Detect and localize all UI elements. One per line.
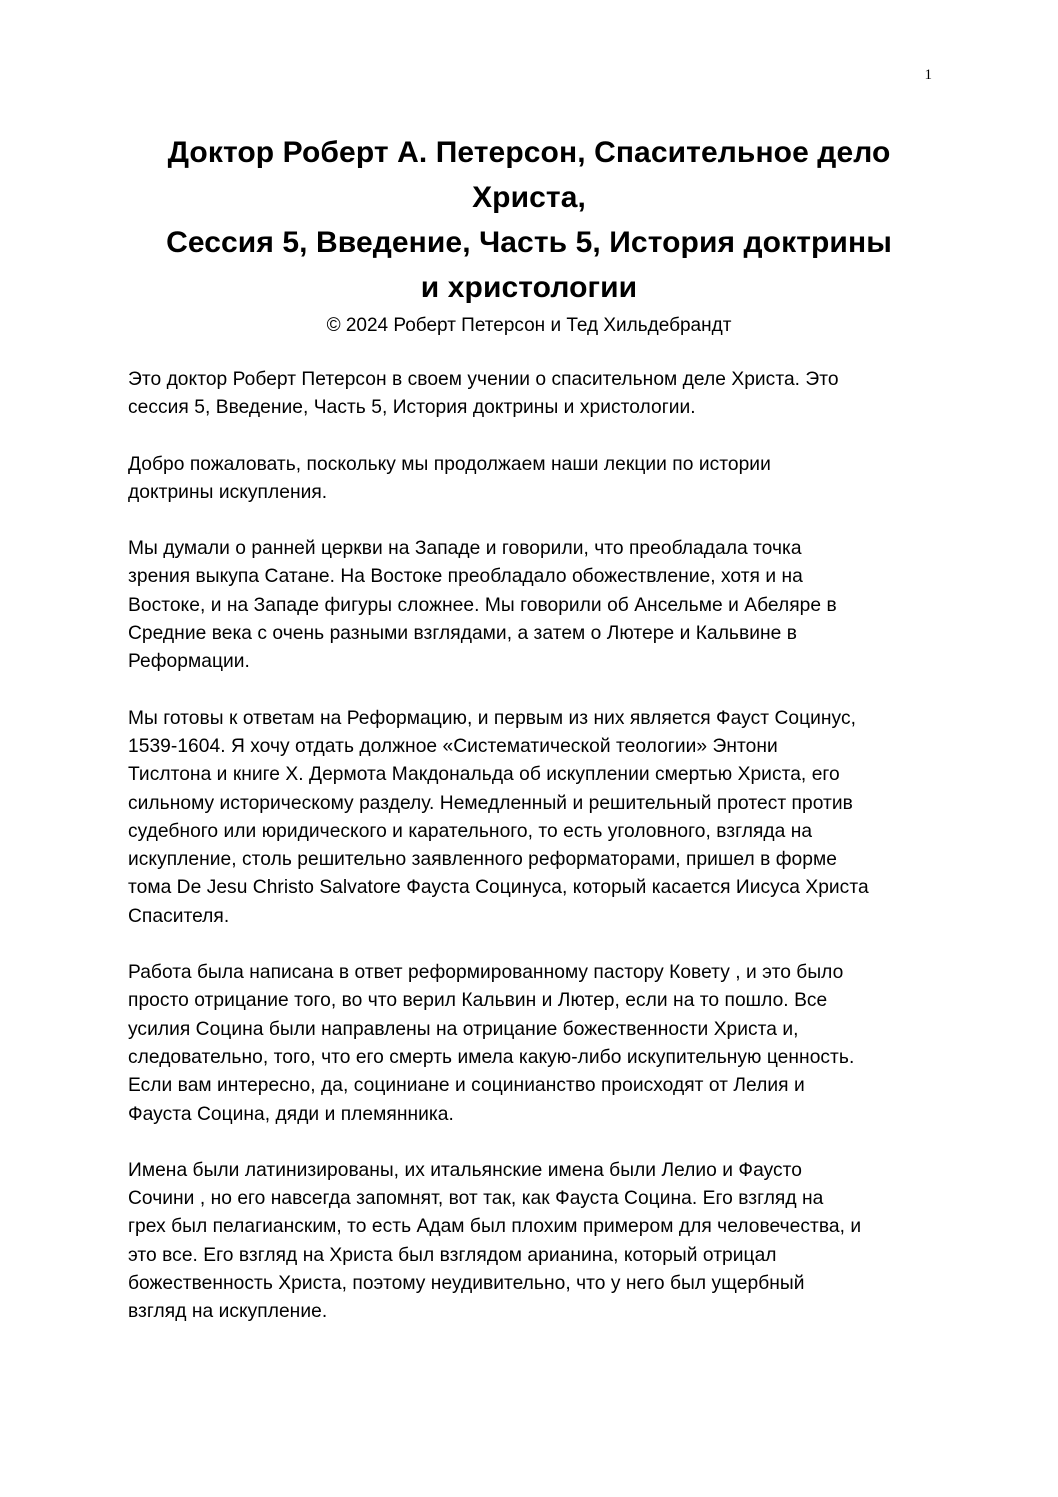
- text-line: 1539-1604. Я хочу отдать должное «Систематической теологии» Энтони: [128, 735, 778, 757]
- copyright-notice: © 2024 Роберт Петерсон и Тед Хильдебрандт: [326, 315, 732, 336]
- text-line: Востоке, и на Западе фигуры сложнее. Мы говорили об Ансельме и Абеляре в: [128, 594, 837, 616]
- text-line: сессия 5, Введение, Часть 5, История доктрины и христологии.: [128, 397, 696, 419]
- text-line: Это доктор Роберт Петерсон в своем учении о спасительном деле Христа. Это: [128, 369, 839, 390]
- title-line: Христа,: [472, 181, 586, 214]
- text-line: Мы думали о ранней церкви на Западе и говорили, что преобладала точка: [128, 538, 802, 560]
- text-line: взгляд на искупление.: [128, 1301, 328, 1323]
- paragraph: [128, 959, 940, 1129]
- paragraph: [128, 705, 940, 931]
- text-line: зрения выкупа Сатане. На Востоке преобладало обожествление, хотя и на: [128, 566, 803, 588]
- title-line: Доктор Роберт А. Петерсон, Спасительное дело: [167, 136, 891, 169]
- paragraph: [128, 1157, 940, 1327]
- text-line: Имена были латинизированы, их итальянские имена были Лелио и Фаусто: [128, 1159, 802, 1181]
- text-line: просто отрицание того, во что верил Кальвин и Лютер, если на то пошло. Все: [128, 990, 828, 1012]
- text-line: искупление, столь решительно заявленного реформаторами, пришел в форме: [128, 849, 837, 871]
- paragraph: [128, 366, 940, 423]
- body-text: [128, 366, 940, 1355]
- text-line: Реформации.: [128, 651, 250, 673]
- text-line: грех был пелагианским, то есть Адам был плохим примером для человечества, и: [128, 1216, 862, 1238]
- text-line: Работа была написана в ответ реформированному пастору Ковету , и это было: [128, 962, 844, 984]
- title-line: Сессия 5, Введение, Часть 5, История доктрины: [166, 226, 892, 259]
- text-line: Спасителя.: [128, 905, 230, 927]
- title-block: [120, 130, 938, 340]
- text-line: доктрины искупления.: [128, 481, 328, 503]
- text-line: Фауста Социна, дяди и племянника.: [128, 1103, 454, 1125]
- page-number: 1: [924, 67, 932, 83]
- text-line: Если вам интересно, да, социниане и социнианство происходят от Лелия и: [128, 1075, 805, 1097]
- text-line: судебного или юридического и карательного, то есть уголовного, взгляда на: [128, 820, 813, 842]
- text-line: это все. Его взгляд на Христа был взглядом арианина, который отрицал: [128, 1244, 777, 1266]
- text-line: Средние века с очень разными взглядами, а затем о Лютере и Кальвине в: [128, 623, 797, 645]
- text-line: усилия Социна были направлены на отрицание божественности Христа и,: [128, 1018, 799, 1040]
- text-line: Добро пожаловать, поскольку мы продолжаем наши лекции по истории: [128, 453, 771, 475]
- text-line: следовательно, того, что его смерть имела какую-либо искупительную ценность.: [128, 1046, 855, 1068]
- paragraph: [128, 535, 940, 676]
- text-line: Мы готовы к ответам на Реформацию, и первым из них является Фауст Социнус,: [128, 707, 856, 729]
- title-line: и христологии: [420, 271, 638, 304]
- text-line: сильному историческому разделу. Немедленный и решительный протест против: [128, 792, 853, 814]
- text-line: Тислтона и книге Х. Дермота Макдональда об искуплении смертью Христа, его: [128, 764, 840, 786]
- text-line: тома De Jesu Christo Salvatore Фауста Социнуса, который касается Иисуса Христа: [128, 877, 869, 899]
- text-line: божественность Христа, поэтому неудивительно, что у него был ущербный: [128, 1273, 805, 1295]
- text-line: Сочини , но его навсегда запомнят, вот так, как Фауста Социна. Его взгляд на: [128, 1188, 824, 1210]
- paragraph: [128, 451, 940, 508]
